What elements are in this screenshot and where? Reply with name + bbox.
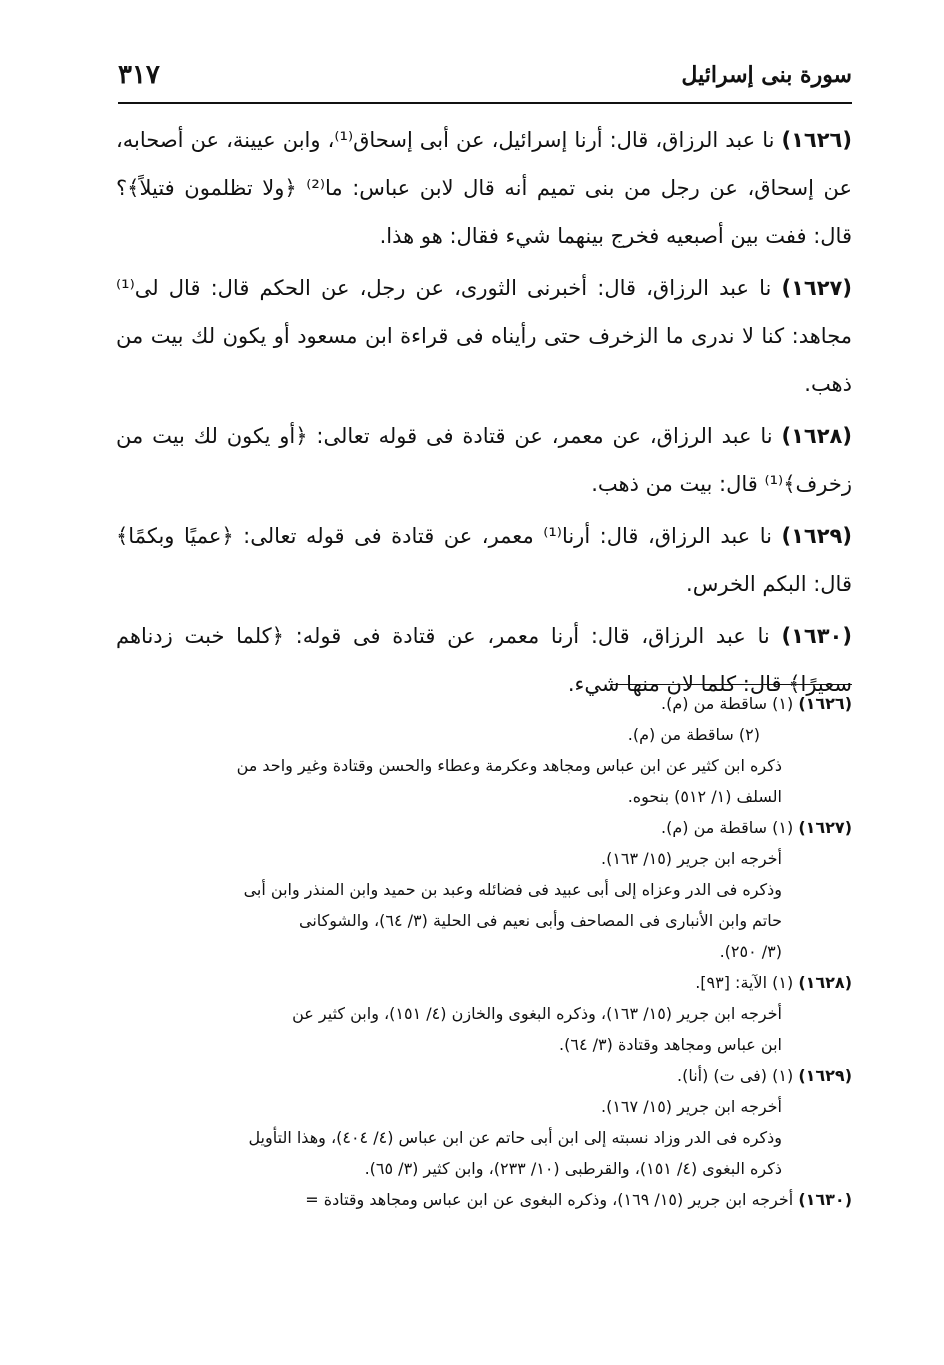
text-line: وبكمًا﴾ قال: البكم الخرس. — [116, 524, 852, 596]
hadith-paragraph — [116, 116, 852, 260]
footnote-text: حاتم وابن الأنبارى فى المصاحف وأبى نعيم فى الحلية (٣/ ٦٤)، والشوكانى — [299, 911, 782, 930]
hadith-number: (١٦٢٨) — [781, 424, 852, 448]
footnote-text: وذكره فى الدر وزاد نسبته إلى ابن أبى حاتم عن ابن عباس (٤/ ٤٠٤)، وهذا التأويل — [248, 1128, 782, 1147]
hadith-paragraph — [116, 264, 852, 408]
hadith-paragraph — [116, 512, 852, 608]
footnote-ref: (١٦٢٧) — [798, 818, 852, 837]
footnote-ref: (١٦٣٠) — [798, 1190, 852, 1209]
footnote-line — [104, 1029, 852, 1060]
footnote-ref: (١٦٢٦) — [798, 694, 852, 713]
footnote-line — [104, 843, 852, 874]
footnote-line — [104, 905, 852, 936]
footnote-text: ابن عباس ومجاهد وقتادة (٣/ ٦٤). — [559, 1035, 782, 1054]
hadith-paragraph — [116, 412, 852, 508]
footnotes — [104, 688, 852, 1215]
text-line: من زخرف﴾⁽¹⁾ قال: بيت من ذهب. — [116, 424, 852, 496]
text-line: بيت من ذهب. — [116, 324, 852, 396]
text-line: نا عبد الرزاق، قال: أرنا⁽¹⁾ معمر، عن قتادة فى قوله تعالى: ﴿عميًا — [183, 524, 772, 548]
footnote-text: (١) الآية: [٩٣]. — [695, 973, 794, 992]
footnote-line — [104, 1184, 852, 1215]
text-line: فتيلاً﴾؟ قال: ففت بين أصبعيه فخرج بينهما شيء فقال: هو هذا. — [116, 176, 852, 248]
footnote-ref: (١٦٢٨) — [798, 973, 852, 992]
footnote-text: (١) (فى ت) (أنا). — [677, 1066, 794, 1085]
footnote-text: أخرجه ابن جرير (١٥/ ١٦٩)، وذكره البغوى عن ابن عباس ومجاهد وقتادة = — [305, 1190, 794, 1209]
footnote-line — [104, 812, 852, 843]
footnote-line — [104, 967, 852, 998]
footnote-text: وذكره فى الدر وعزاه إلى أبى عبيد فى فضائله وعبد بن حميد وابن المنذر وابن أبى — [243, 880, 782, 899]
footnote-text: أخرجه ابن جرير (١٥/ ١٦٣)، وذكره البغوى والخازن (٤/ ١٥١)، وابن كثير عن — [292, 1004, 782, 1023]
page-number: ٣١٧ — [118, 60, 160, 90]
footnote-line — [104, 874, 852, 905]
text-line: نا عبد الرزاق، قال: أرنا إسرائيل، عن أبى إسحاق⁽¹⁾، وابن عيينة، عن — [190, 128, 775, 152]
text-line: نا عبد الرزاق، قال: أخبرنى الثورى، عن رجل، عن الحكم قال: قال — [168, 276, 772, 300]
footnote-text: أخرجه ابن جرير (١٥/ ١٦٣). — [601, 849, 782, 868]
text-line: أصحابه، عن إسحاق، عن رجل من بنى تميم أنه قال لابن عباس: ما⁽²⁾ ﴿ولا تظلمون — [116, 128, 852, 200]
footnote-separator — [610, 684, 852, 685]
footnote-text: ذكره البغوى (٤/ ١٥١)، والقرطبى (١٠/ ٢٣٣)، وابن كثير (٣/ ٦٥). — [364, 1159, 782, 1178]
main-text — [116, 116, 852, 712]
footnote-text: أخرجه ابن جرير (١٥/ ١٦٧). — [601, 1097, 782, 1116]
running-title: سورة بنى إسرائيل — [681, 62, 852, 88]
footnote-text: (١) ساقطة من (م). — [661, 818, 794, 837]
text-line: نا عبد الرزاق، عن معمر، عن قتادة فى قوله تعالى: ﴿أو يكون لك بيت — [152, 424, 773, 448]
hadith-number: (١٦٢٧) — [781, 276, 852, 300]
hadith-number: (١٦٢٦) — [781, 128, 852, 152]
footnote-line — [104, 688, 852, 719]
footnote-line — [104, 1122, 852, 1153]
text-line: نا عبد الرزاق، قال: أرنا معمر، عن قتادة فى قوله: ﴿كلما خبت زدناهم — [116, 624, 770, 648]
footnote-line — [104, 719, 852, 750]
footnote-line — [104, 1091, 852, 1122]
text-line: لى⁽¹⁾ مجاهد: كنا لا ندرى ما الزخرف حتى رأيناه فى قراءة ابن مسعود أو يكون لك — [116, 276, 852, 348]
footnote-text: (٢) ساقطة من (م). — [627, 725, 760, 744]
footnote-line — [104, 781, 852, 812]
footnote-line — [104, 998, 852, 1029]
hadith-number: (١٦٢٩) — [781, 524, 852, 548]
page-header — [118, 56, 852, 98]
footnote-text: (٣/ ٢٥٠). — [719, 942, 782, 961]
header-rule — [118, 102, 852, 104]
footnote-line — [104, 750, 852, 781]
footnote-text: السلف (١/ ٥١٢) بنحوه. — [627, 787, 782, 806]
footnote-text: (١) ساقطة من (م). — [661, 694, 794, 713]
footnote-line — [104, 936, 852, 967]
footnote-line — [104, 1060, 852, 1091]
footnote-ref: (١٦٢٩) — [798, 1066, 852, 1085]
footnote-line — [104, 1153, 852, 1184]
footnote-text: ذكره ابن كثير عن ابن عباس ومجاهد وعكرمة وعطاء والحسن وقتادة وغير واحد من — [236, 756, 782, 775]
hadith-number: (١٦٣٠) — [781, 624, 852, 648]
text-line: سعيرًا﴾ قال: كلما لان منها شيء. — [567, 672, 852, 696]
